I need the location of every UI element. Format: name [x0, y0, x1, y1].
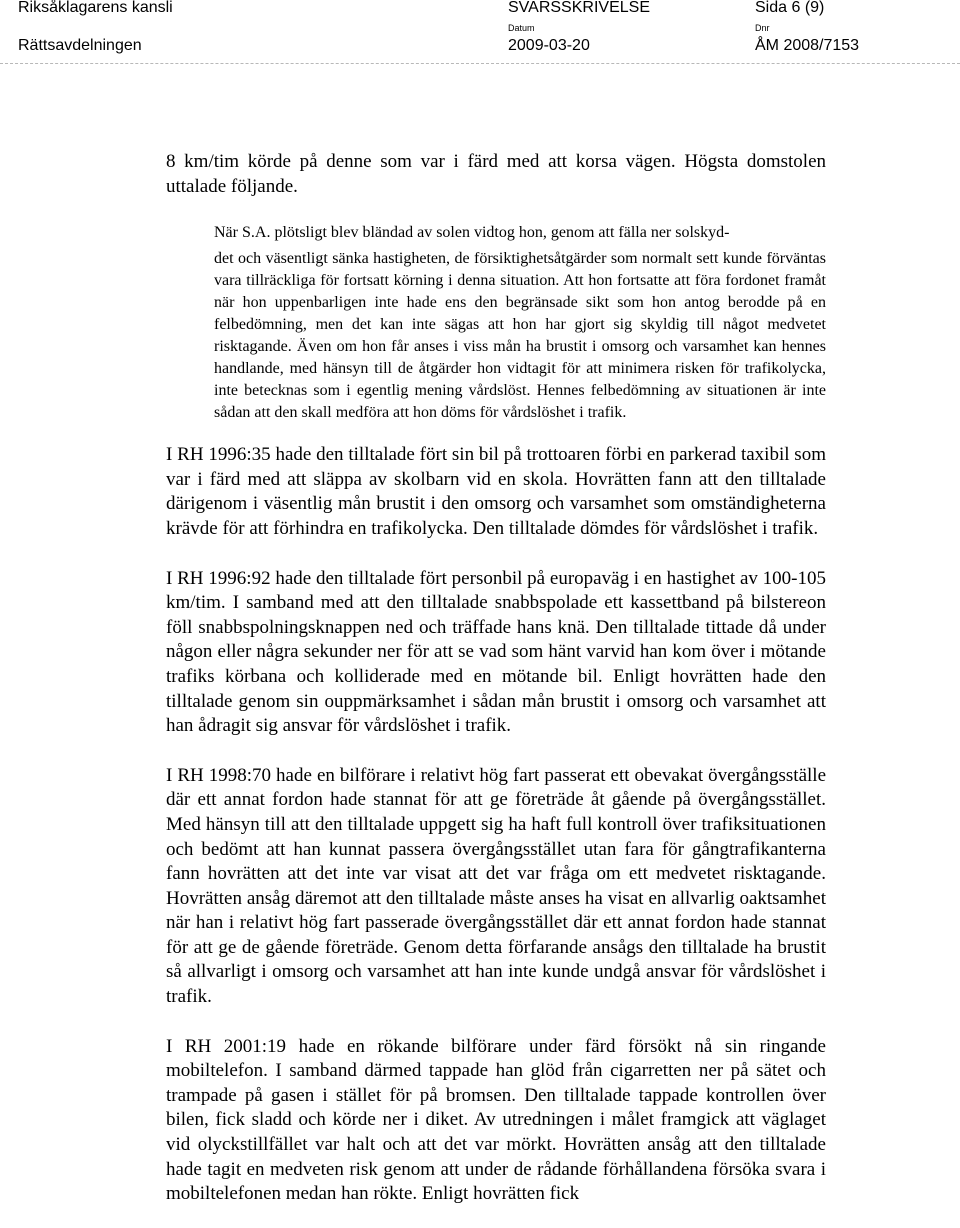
body-paragraph: 8 km/tim körde på denne som var i färd med att korsa vägen. Högsta domstolen uttalade följande. — [166, 151, 826, 197]
document-header — [0, 0, 960, 70]
dnr-label: Dnr — [755, 23, 770, 33]
quote-first-line: När S.A. plötsligt blev bländad av solen vidtog hon, genom att fälla ner solskyd- — [214, 224, 730, 242]
document-body — [166, 150, 826, 1207]
block-quote: det och väsentligt sänka hastigheten, de försiktighetsåtgärder som normalt sett kunde förväntas vara tillräckliga för fortsatt körning i denna situation. Att hon fortsatte att föra fordonet framåt när hon uppenbarligen inte hade ens den begränsade sikt som hon antog berodde på en felbedömning, men det kan inte sägas att hon har gjort sig skyldig till något medvetet risktagande. Även om hon får anses i viss mån ha brustit i omsorg och varsamhet kan hennes handlande, med hänsyn till de åtgärder hon vidtagit för att minimera risken för trafikolycka, inte betecknas som i egentlig mening vårdslöst. Hennes felbedömning av situationen är inte sådan att den skall medföra att hon döms för vårdslöshet i trafik. — [214, 250, 826, 422]
page-number: Sida 6 (9) — [755, 0, 825, 16]
organization-name: Riksåklagarens kansli — [18, 0, 173, 16]
body-paragraph: I RH 2001:19 hade en rökande bilförare under färd försökt nå sin ringande mobiltelefon. I samband därmed tappade han glöd från cigarretten ner på sätet och trampade på gasen i stället för på bromsen. Den tilltalade tappade kontrollen över bilen, fick sladd och körde ner i diket. Av utredningen i målet framgick att väglaget vid olyckstillfället var halt och att det var mörkt. Hovrätten ansåg att den tilltalade hade tagit en medveten risk genom att under de rådande förhållandena försöka svara i mobiltelefonen medan han rökte. Enligt hovrätten fick — [166, 1035, 826, 1205]
date-label: Datum — [508, 23, 535, 33]
body-paragraph: I RH 1996:92 hade den tilltalade fört personbil på europaväg i en hastighet av 100-105 km/tim. I samband med att den tilltalade snabbspolade ett kassettband på bilstereon föll snabbspolningsknappen ned och träffade hans knä. Den tilltalade tittade då under någon eller några sekunder ner för att se vad som hänt varvid han kom över i mötande trafiks körbana och kolliderade med en mötande bil. Enligt hovrätten hade den tilltalade genom sin ouppmärksamhet i sådan mån brustit i omsorg och varsamhet att han ådragit sig ansvar för vårdslöshet i trafik. — [166, 567, 826, 737]
header-divider — [0, 63, 960, 64]
body-paragraph: I RH 1998:70 hade en bilförare i relativt hög fart passerat ett obevakat övergångsställe där ett annat fordon hade stannat för att ge företräde åt gående på övergångsstället. Med hänsyn till att den tilltalade uppgett sig ha haft full kontroll över trafiksituationen och bedömt att han kunnat passera övergångsstället utan fara för gångtrafikanterna fann hovrätten att det inte var visat att det var fråga om ett medvetet risktagande. Hovrätten ansåg däremot att den tilltalade måste anses ha visat en allvarlig oaktsamhet när han i relativt hög fart passerade övergångsstället där ett annat fordon hade stannat för att ge de gående företräde. Genom detta förfarande ansågs den tilltalade ha brustit så allvarligt i omsorg och varsamhet att han inte kunde undgå ansvar för vårdslöshet i trafik. — [166, 764, 826, 1008]
body-paragraph: I RH 1996:35 hade den tilltalade fört sin bil på trottoaren förbi en parkerad taxibil som var i färd med att släppa av skolbarn vid en skola. Hovrätten fann att den tilltalade därigenom i väsentlig mån brustit i den omsorg och varsamhet som omständigheterna krävde för att förhindra en trafikolycka. Den tilltalade dömdes för vårdslöshet i trafik. — [166, 444, 826, 539]
document-type: SVARSSKRIVELSE — [508, 0, 650, 16]
document-dnr: ÅM 2008/7153 — [755, 37, 860, 54]
document-date: 2009-03-20 — [508, 37, 590, 54]
department-name: Rättsavdelningen — [18, 37, 142, 54]
